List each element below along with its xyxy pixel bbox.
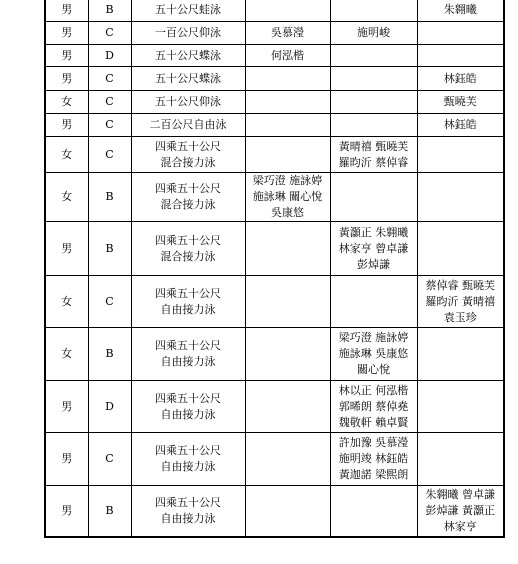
third-place-cell bbox=[417, 222, 504, 276]
event-name-line: 五十公尺仰泳 bbox=[155, 95, 221, 108]
group-cell: B bbox=[88, 328, 131, 381]
event-name-line: 混合接力泳 bbox=[160, 249, 216, 263]
third-place-cell bbox=[417, 114, 504, 137]
group-cell: C bbox=[88, 114, 131, 137]
first-place-cell bbox=[245, 328, 330, 381]
event-cell bbox=[131, 91, 245, 114]
event-cell bbox=[131, 22, 245, 45]
event-cell bbox=[131, 137, 245, 173]
table-row bbox=[45, 328, 504, 381]
second-place-cell bbox=[330, 276, 417, 328]
group-cell: B bbox=[88, 486, 131, 538]
table-row bbox=[45, 486, 504, 538]
swimmer-names-line: 吳康悠 bbox=[271, 206, 304, 219]
event-cell bbox=[131, 486, 245, 538]
gender-cell: 男 bbox=[45, 114, 88, 137]
swimmer-names-line: 施明竣 林鈺皓 bbox=[338, 452, 409, 465]
group-cell: C bbox=[88, 137, 131, 173]
swimmer-names-line: 彭焯謙 bbox=[357, 257, 390, 271]
event-cell bbox=[131, 222, 245, 276]
event-name-line: 四乘五十公尺 bbox=[155, 182, 221, 195]
event-name-line: 一百公尺仰泳 bbox=[155, 26, 221, 39]
event-name-line: 四乘五十公尺 bbox=[155, 233, 221, 247]
event-name-line: 四乘五十公尺 bbox=[155, 339, 221, 352]
second-place-cell bbox=[330, 173, 417, 222]
first-place-cell bbox=[245, 67, 330, 91]
first-place-cell bbox=[245, 45, 330, 67]
second-place-cell bbox=[330, 486, 417, 538]
event-cell bbox=[131, 0, 245, 22]
second-place-cell bbox=[330, 381, 417, 433]
third-place-cell bbox=[417, 381, 504, 433]
swimmer-names-line: 梁巧澄 施詠婷 bbox=[252, 174, 323, 187]
event-name-line: 四乘五十公尺 bbox=[155, 139, 221, 153]
event-name-line: 五十公尺蝶泳 bbox=[155, 48, 221, 62]
table-row bbox=[45, 222, 504, 276]
event-name-line: 混合接力泳 bbox=[160, 155, 216, 169]
event-name-line: 自由接力泳 bbox=[160, 407, 216, 421]
table-row bbox=[45, 0, 504, 22]
second-place-cell bbox=[330, 91, 417, 114]
gender-cell: 男 bbox=[45, 45, 88, 67]
third-place-cell bbox=[417, 137, 504, 173]
event-cell bbox=[131, 433, 245, 486]
first-place-cell bbox=[245, 222, 330, 276]
second-place-cell bbox=[330, 328, 417, 381]
gender-cell: 男 bbox=[45, 381, 88, 433]
group-cell: B bbox=[88, 0, 131, 22]
third-place-cell bbox=[417, 45, 504, 67]
third-place-cell bbox=[417, 433, 504, 486]
event-name-line: 五十公尺蛙泳 bbox=[155, 2, 221, 16]
event-name-line: 四乘五十公尺 bbox=[155, 444, 221, 457]
second-place-cell bbox=[330, 222, 417, 276]
swimmer-names-line: 施明峻 bbox=[357, 26, 390, 39]
swimmer-names-line: 黃晴禧 甄曉芙 bbox=[338, 139, 409, 153]
gender-cell: 男 bbox=[45, 67, 88, 91]
third-place-cell bbox=[417, 486, 504, 538]
first-place-cell bbox=[245, 486, 330, 538]
first-place-cell bbox=[245, 137, 330, 173]
swimmer-names-line: 何泓楷 bbox=[271, 48, 304, 62]
event-name-line: 混合接力泳 bbox=[160, 198, 216, 211]
table-row bbox=[45, 173, 504, 222]
swimmer-names-line: 梁巧澄 施詠婷 bbox=[338, 331, 409, 344]
gender-cell: 女 bbox=[45, 91, 88, 114]
gender-cell: 女 bbox=[45, 137, 88, 173]
first-place-cell bbox=[245, 0, 330, 22]
second-place-cell bbox=[330, 67, 417, 91]
swimmer-names-line: 林家亨 曾卓謙 bbox=[338, 241, 409, 255]
event-name-line: 四乘五十公尺 bbox=[155, 391, 221, 405]
swimmer-names-line: 林家亨 bbox=[443, 520, 477, 533]
event-name-line: 自由接力泳 bbox=[160, 302, 216, 316]
first-place-cell bbox=[245, 22, 330, 45]
second-place-cell bbox=[330, 114, 417, 137]
table-row bbox=[45, 91, 504, 114]
swimmer-names-line: 袁玉珍 bbox=[443, 310, 477, 324]
group-cell: D bbox=[88, 45, 131, 67]
third-place-cell bbox=[417, 0, 504, 22]
swimmer-names-line: 林以正 何泓楷 bbox=[338, 383, 409, 397]
group-cell: B bbox=[88, 173, 131, 222]
group-cell: C bbox=[88, 67, 131, 91]
gender-cell: 男 bbox=[45, 22, 88, 45]
second-place-cell bbox=[330, 433, 417, 486]
swimmer-names-line: 吳慕瀅 bbox=[271, 26, 304, 39]
results-table bbox=[44, 0, 505, 538]
group-cell: C bbox=[88, 276, 131, 328]
swimmer-names-line: 朱翱曦 曾卓謙 bbox=[425, 488, 495, 501]
table-row bbox=[45, 67, 504, 91]
table-row bbox=[45, 137, 504, 173]
gender-cell: 女 bbox=[45, 173, 88, 222]
group-cell: B bbox=[88, 222, 131, 276]
table-row bbox=[45, 433, 504, 486]
second-place-cell bbox=[330, 0, 417, 22]
table-row bbox=[45, 45, 504, 67]
group-cell: C bbox=[88, 91, 131, 114]
second-place-cell bbox=[330, 45, 417, 67]
group-cell: D bbox=[88, 381, 131, 433]
third-place-cell bbox=[417, 91, 504, 114]
results-table-body bbox=[45, 0, 504, 537]
swimmer-names-line: 施詠琳 吳康悠 bbox=[338, 347, 409, 360]
event-name-line: 五十公尺蝶泳 bbox=[155, 71, 221, 85]
event-cell bbox=[131, 67, 245, 91]
swimmer-names-line: 林鈺皓 bbox=[443, 118, 477, 131]
swimmer-names-line: 羅昀沂 黃晴禧 bbox=[425, 294, 495, 308]
event-cell bbox=[131, 276, 245, 328]
event-cell bbox=[131, 114, 245, 137]
event-cell bbox=[131, 45, 245, 67]
event-name-line: 四乘五十公尺 bbox=[155, 496, 221, 509]
second-place-cell bbox=[330, 22, 417, 45]
gender-cell: 男 bbox=[45, 222, 88, 276]
gender-cell: 男 bbox=[45, 0, 88, 22]
group-cell: C bbox=[88, 22, 131, 45]
table-row bbox=[45, 22, 504, 45]
swimmer-names-line: 施詠琳 關心悅 bbox=[252, 190, 323, 203]
gender-cell: 男 bbox=[45, 433, 88, 486]
first-place-cell bbox=[245, 276, 330, 328]
event-cell bbox=[131, 173, 245, 222]
third-place-cell bbox=[417, 328, 504, 381]
table-row bbox=[45, 276, 504, 328]
swimmer-names-line: 甄曉芙 bbox=[443, 95, 477, 108]
third-place-cell bbox=[417, 22, 504, 45]
event-cell bbox=[131, 328, 245, 381]
swimmer-names-line: 郭晞朗 蔡倬堯 bbox=[338, 399, 409, 413]
second-place-cell bbox=[330, 137, 417, 173]
event-name-line: 自由接力泳 bbox=[160, 512, 216, 525]
third-place-cell bbox=[417, 276, 504, 328]
swimmer-names-line: 彭焯謙 黃灝正 bbox=[425, 504, 495, 517]
swimmer-names-line: 蔡倬睿 甄曉芙 bbox=[425, 278, 495, 292]
first-place-cell bbox=[245, 114, 330, 137]
swimmer-names-line: 羅昀沂 蔡倬睿 bbox=[338, 155, 409, 169]
swimmer-names-line: 關心悅 bbox=[357, 363, 390, 376]
event-name-line: 自由接力泳 bbox=[160, 355, 216, 368]
swimmer-names-line: 林鈺皓 bbox=[443, 71, 477, 85]
first-place-cell bbox=[245, 91, 330, 114]
table-row bbox=[45, 381, 504, 433]
event-name-line: 二百公尺自由泳 bbox=[149, 118, 227, 131]
swimmer-names-line: 魏敬軒 賴卓賢 bbox=[338, 415, 409, 429]
first-place-cell bbox=[245, 381, 330, 433]
gender-cell: 女 bbox=[45, 328, 88, 381]
group-cell: C bbox=[88, 433, 131, 486]
first-place-cell bbox=[245, 433, 330, 486]
table-row bbox=[45, 114, 504, 137]
event-name-line: 四乘五十公尺 bbox=[155, 286, 221, 300]
gender-cell: 女 bbox=[45, 276, 88, 328]
third-place-cell bbox=[417, 173, 504, 222]
swimmer-names-line: 黃迦諾 梁熙朗 bbox=[338, 468, 409, 481]
gender-cell: 男 bbox=[45, 486, 88, 538]
first-place-cell bbox=[245, 173, 330, 222]
event-cell bbox=[131, 381, 245, 433]
swimmer-names-line: 朱翱曦 bbox=[443, 2, 477, 16]
event-name-line: 自由接力泳 bbox=[160, 460, 216, 473]
swimmer-names-line: 許加豫 吳慕瀅 bbox=[338, 436, 409, 449]
swimmer-names-line: 黃灝正 朱翱曦 bbox=[338, 225, 409, 239]
third-place-cell bbox=[417, 67, 504, 91]
